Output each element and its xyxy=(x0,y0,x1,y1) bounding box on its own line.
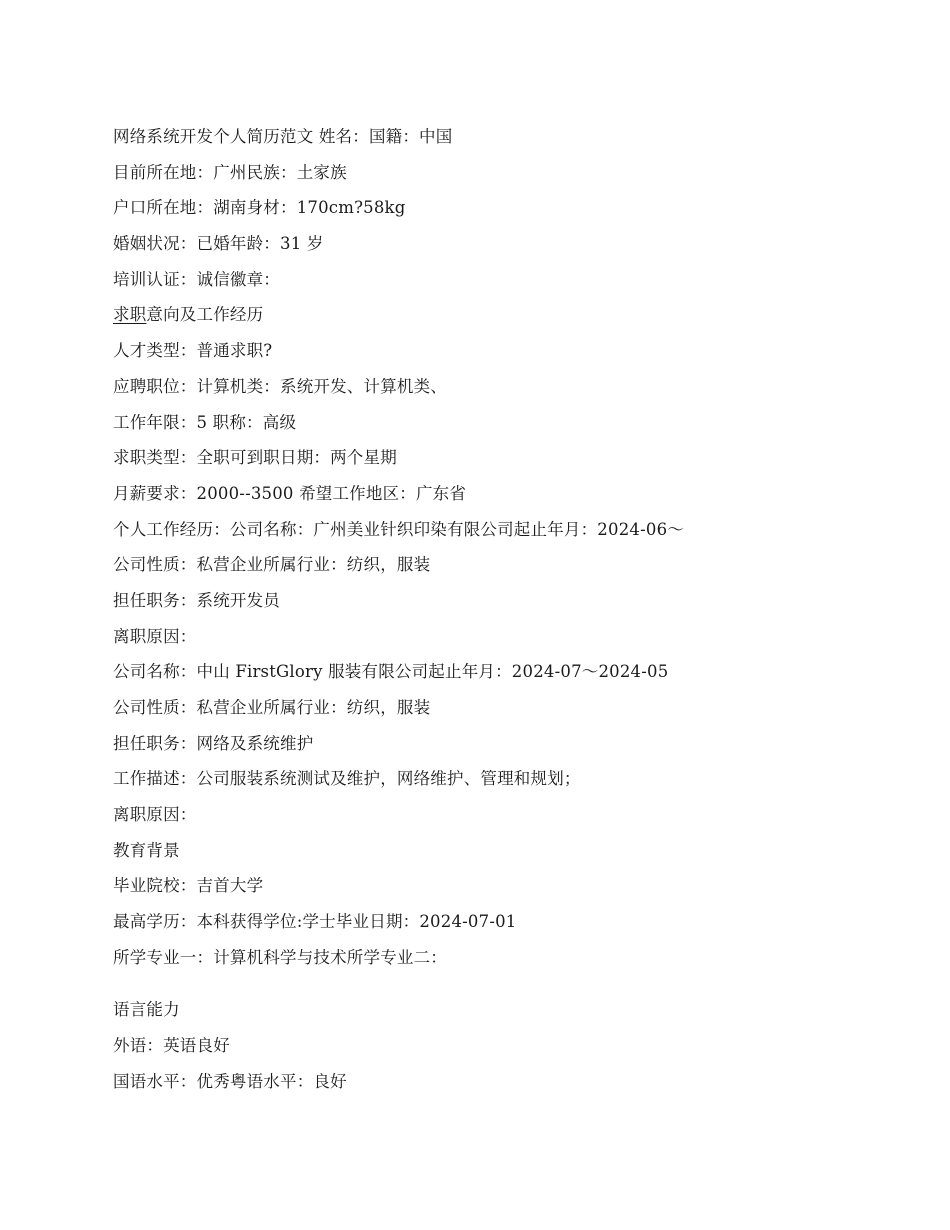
resume-line: 户口所在地：湖南身材：170cm?58kg xyxy=(113,198,406,218)
resume-line: 担任职务：系统开发员 xyxy=(113,590,280,610)
blank-line xyxy=(113,980,873,997)
resume-line: 离职原因： xyxy=(113,626,197,646)
resume-body xyxy=(113,123,873,1103)
resume-line: 离职原因： xyxy=(113,805,197,825)
resume-line: 最高学历：本科获得学位:学士毕业日期：2024-07-01 xyxy=(113,912,517,932)
resume-line: 所学专业一：计算机科学与技术所学专业二： xyxy=(113,947,447,967)
resume-line: 公司性质：私营企业所属行业：纺织，服装 xyxy=(113,555,431,575)
resume-line: 人才类型：普通求职? xyxy=(113,341,273,361)
resume-line: 培训认证：诚信徽章： xyxy=(113,269,280,289)
heading-text: 意向及工作经历 xyxy=(146,305,264,325)
resume-line: 毕业院校：吉首大学 xyxy=(113,876,264,896)
resume-line: 个人工作经历：公司名称：广州美业针织印染有限公司起止年月：2024-06～ xyxy=(113,519,684,539)
section-heading-job-intent xyxy=(113,301,873,337)
resume-line: 求职类型：全职可到职日期：两个星期 xyxy=(113,448,397,468)
section-heading-language: 语言能力 xyxy=(113,1000,180,1020)
resume-line: 工作描述：公司服装系统测试及维护，网络维护、管理和规划； xyxy=(113,769,581,789)
resume-line: 婚姻状况：已婚年龄：31 岁 xyxy=(113,234,324,254)
resume-line: 公司名称：中山 FirstGlory 服装有限公司起止年月：2024-07～2024-05 xyxy=(113,662,669,682)
resume-line: 担任职务：网络及系统维护 xyxy=(113,733,314,753)
resume-line: 工作年限：5 职称：高级 xyxy=(113,412,297,432)
section-heading-education: 教育背景 xyxy=(113,840,180,860)
underlined-text: 求职 xyxy=(113,305,147,325)
resume-line: 外语：英语良好 xyxy=(113,1035,230,1055)
resume-line: 目前所在地：广州民族：土家族 xyxy=(113,162,347,182)
resume-line: 网络系统开发个人简历范文 姓名：国籍：中国 xyxy=(113,127,453,146)
resume-line: 应聘职位：计算机类：系统开发、计算机类、 xyxy=(113,376,447,396)
resume-line: 月薪要求：2000--3500 希望工作地区：广东省 xyxy=(113,483,467,503)
resume-line: 公司性质：私营企业所属行业：纺织，服装 xyxy=(113,698,431,717)
resume-line: 国语水平：优秀粤语水平：良好 xyxy=(113,1071,347,1091)
